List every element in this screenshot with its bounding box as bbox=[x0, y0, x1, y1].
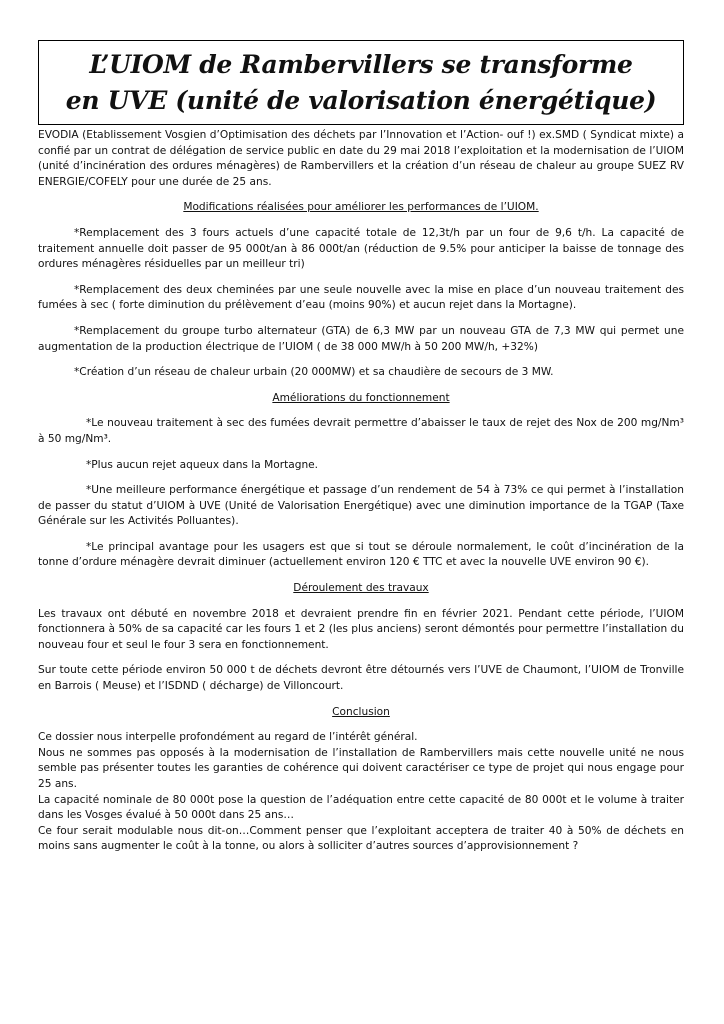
amelioration-item-2: *Plus aucun rejet aqueux dans la Mortagne. bbox=[86, 458, 319, 471]
amelioration-item-1: *Le nouveau traitement à sec des fumées devrait permettre d’abaisser le taux de rejet des Nox de 200 mg/Nm³ à 50 mg/Nm³. bbox=[38, 417, 684, 445]
deroulement-paragraph-2: Sur toute cette période environ 50 000 t de déchets devront être détournés vers l’UVE de Chaumont, l’UIOM de Tronville en Barrois ( Meuse) et l’ISDND ( décharge) de Villoncourt. bbox=[38, 664, 684, 693]
title-line-1: L’UIOM de Rambervillers se transforme bbox=[89, 49, 633, 79]
heading-modifications: Modifications réalisées pour améliorer les performances de l’UIOM. bbox=[183, 201, 539, 214]
intro-paragraph: EVODIA (Etablissement Vosgien d’Optimisation des déchets par l’Innovation et l’Action- ouf !) ex.SMD ( Syndicat mixte) a confié par un contrat de délégation de service public en date du 29 mai 2018 l’exploitation et la modernisation de l’UIOM (unité d’incinération des ordures ménagères) de Rambervillers et la création d’un réseau de chaleur au groupe SUEZ RV ENERGIE/COFELY pour une durée de 25 ans. bbox=[38, 129, 684, 188]
modification-item-1: *Remplacement des 3 fours actuels d’une capacité totale de 12,3t/h par un four de 9,6 t/h. La capacité de traitement annuelle doit passer de 95 000t/an à 86 000t/an (réduction de 9.5% pour anticiper la baisse de tonnage des ordures ménagères résiduelles par un meilleur tri) bbox=[38, 226, 684, 271]
modification-item-3: *Remplacement du groupe turbo alternateur (GTA) de 6,3 MW par un nouveau GTA de 7,3 MW qui permet une augmentation de la production électrique de l’UIOM ( de 38 000 MW/h à 50 200 MW/h, +32%) bbox=[38, 324, 684, 353]
title-box bbox=[38, 40, 684, 125]
conclusion-line-4: Ce four serait modulable nous dit-on…Comment penser que l’exploitant acceptera de traiter 40 à 50% de déchets en moins sans augmenter le coût à la tonne, ou alors à solliciter d’autres sources d’approvisionnement ? bbox=[38, 824, 684, 853]
modification-item-2: *Remplacement des deux cheminées par une seule nouvelle avec la mise en place d’un nouveau traitement des fumées à sec ( forte diminution du prélèvement d’eau (moins 90%) et aucun rejet dans la Mortagne). bbox=[38, 283, 684, 312]
heading-conclusion: Conclusion bbox=[332, 705, 390, 718]
modification-item-4: *Création d’un réseau de chaleur urbain (20 000MW) et sa chaudière de secours de 3 MW. bbox=[74, 366, 554, 379]
conclusion-line-2: Nous ne sommes pas opposés à la modernisation de l’installation de Rambervillers mais cette nouvelle unité ne nous semble pas présenter toutes les garanties de cohérence qui doivent caractériser ce type de projet qui nous engage pour 25 ans. bbox=[38, 746, 684, 790]
heading-deroulement: Déroulement des travaux bbox=[293, 582, 429, 595]
title-line-2: en UVE (unité de valorisation énergétique) bbox=[65, 85, 657, 115]
amelioration-item-3: *Une meilleure performance énergétique et passage d’un rendement de 54 à 73% ce qui permet à l’installation de passer du statut d’UIOM à UVE (Unité de Valorisation Energétique) avec une diminution importance de la TGAP (Taxe Générale sur les Activités Polluantes). bbox=[38, 484, 684, 528]
conclusion-line-1: Ce dossier nous interpelle profondément au regard de l’intérêt général. bbox=[38, 731, 418, 744]
amelioration-item-4: *Le principal avantage pour les usagers est que si tout se déroule normalement, le coût d’incinération de la tonne d’ordure ménagère devrait diminuer (actuellement environ 120 € TTC et avec la nouvelle UVE environ 90 €). bbox=[38, 540, 684, 569]
conclusion-line-3: La capacité nominale de 80 000t pose la question de l’adéquation entre cette capacité de 80 000t et le volume à traiter dans les Vosges évalué à 50 000t dans 25 ans… bbox=[38, 793, 684, 822]
article-body bbox=[38, 128, 684, 855]
heading-ameliorations: Améliorations du fonctionnement bbox=[272, 391, 450, 404]
deroulement-paragraph-1: Les travaux ont débuté en novembre 2018 et devraient prendre fin en février 2021. Pendant cette période, l’UIOM fonctionnera à 50% de sa capacité car les fours 1 et 2 (les plus anciens) seront démontés pour permettre l’installation du nouveau four et seul le four 3 sera en fonctionnement. bbox=[38, 607, 684, 651]
